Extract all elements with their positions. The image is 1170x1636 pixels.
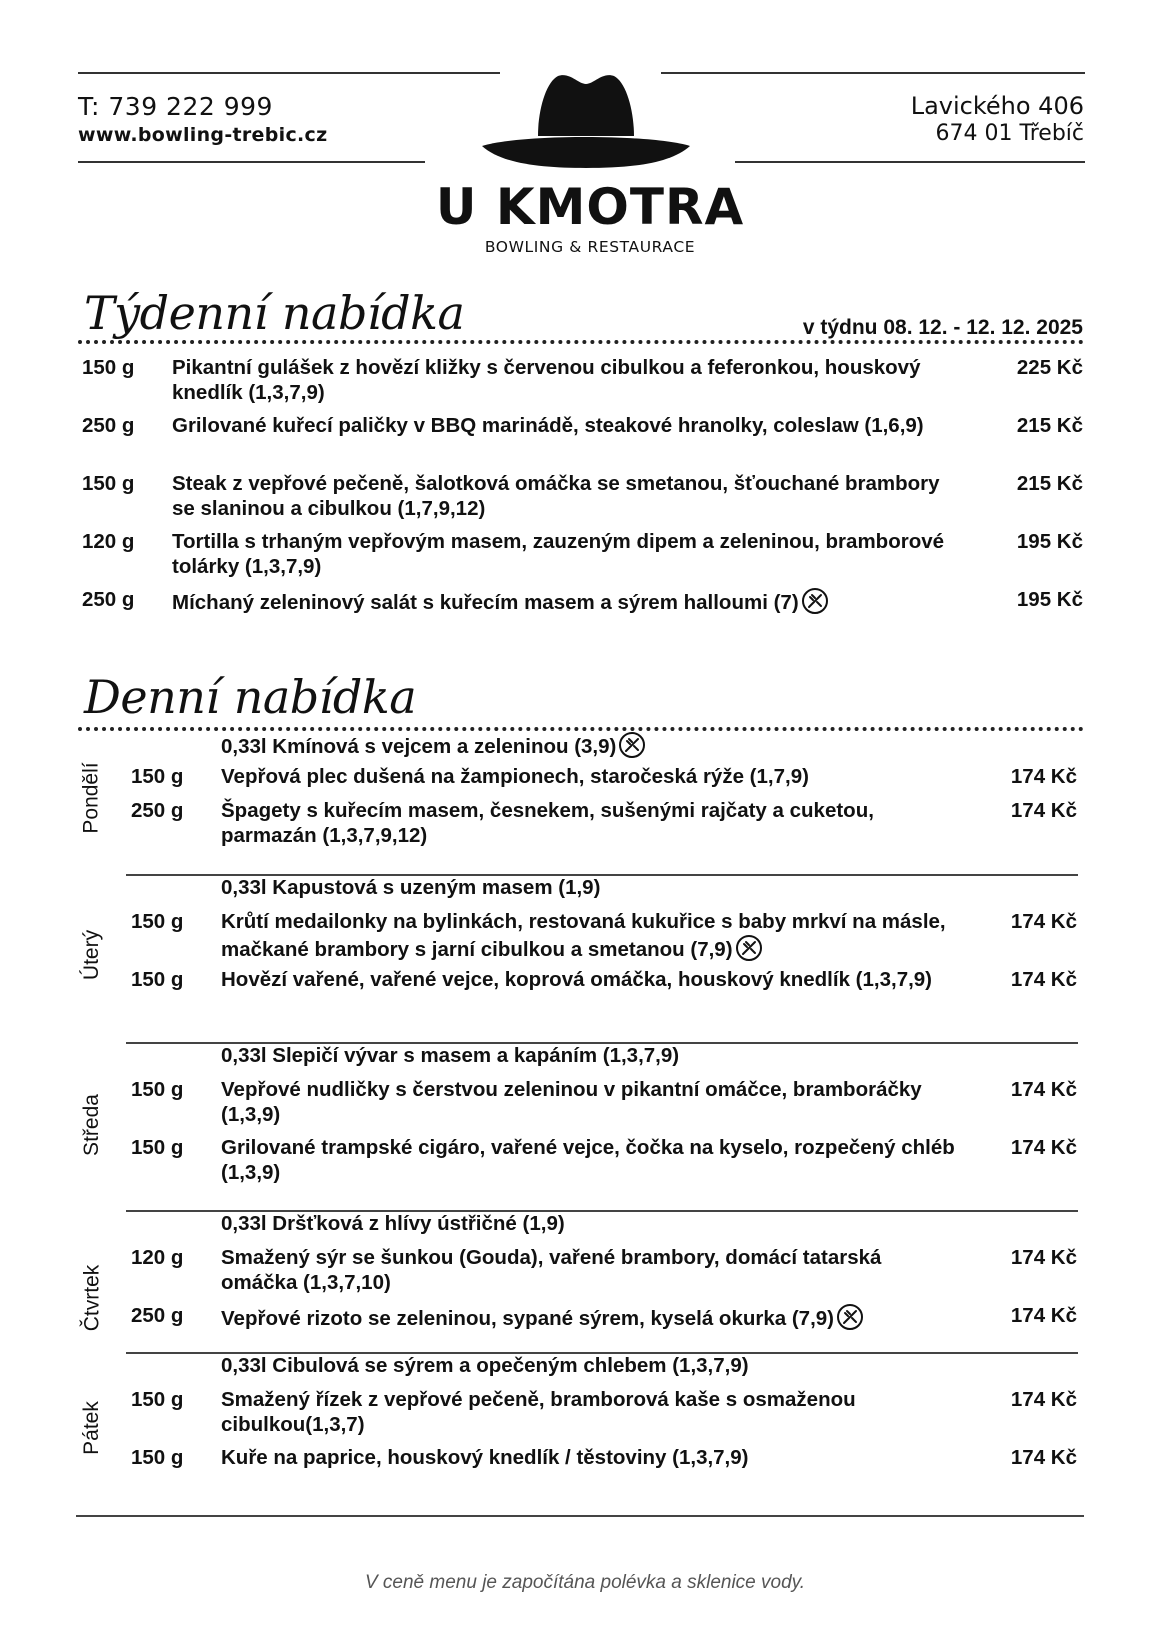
item-description bbox=[172, 413, 952, 438]
day-label bbox=[72, 757, 112, 839]
item-description bbox=[221, 967, 961, 992]
address-street: Lavického 406 bbox=[910, 92, 1084, 120]
item-weight: 150 g bbox=[131, 1136, 184, 1159]
item-weight: 250 g bbox=[131, 1304, 184, 1327]
soup-text: 0,33l Slepičí vývar s masem a kapáním (1,3,7,9) bbox=[221, 1044, 680, 1067]
item-weight: 120 g bbox=[82, 530, 135, 553]
day-label bbox=[72, 1090, 112, 1160]
item-description-text: Vepřová plec dušená na žampionech, staročeská rýže (1,7,9) bbox=[221, 765, 809, 788]
header-rule-bottom-left bbox=[78, 161, 425, 163]
item-price: 174 Kč bbox=[1010, 799, 1077, 822]
day-label-text: Pondělí bbox=[80, 762, 104, 834]
item-description bbox=[221, 1387, 961, 1437]
item-price: 174 Kč bbox=[1010, 968, 1077, 991]
item-weight: 250 g bbox=[82, 414, 135, 437]
item-description-text: Grilované kuřecí paličky v BBQ marinádě, steakové hranolky, coleslaw (1,6,9) bbox=[172, 414, 924, 437]
soup-of-day bbox=[221, 1212, 565, 1236]
item-description-text: Pikantní gulášek z hovězí kližky s červenou cibulkou a feferonkou, houskový knedlík (1,3,7,9) bbox=[172, 356, 921, 404]
item-description-text: Špagety s kuřecím masem, česnekem, sušenými rajčaty a cuketou, parmazán (1,3,7,9,12) bbox=[221, 799, 874, 847]
item-description bbox=[221, 909, 961, 968]
item-description-text: Smažený sýr se šunkou (Gouda), vařené brambory, domácí tatarská omáčka (1,3,7,10) bbox=[221, 1246, 882, 1294]
item-description bbox=[172, 587, 952, 621]
soup-of-day bbox=[221, 1354, 749, 1378]
item-weight: 250 g bbox=[82, 588, 135, 611]
weekly-dotted-divider bbox=[78, 340, 1084, 344]
soup-of-day bbox=[221, 876, 600, 900]
item-price: 225 Kč bbox=[1016, 356, 1083, 379]
item-description bbox=[172, 355, 952, 405]
item-description-text: Kuře na paprice, houskový knedlík / těstoviny (1,3,7,9) bbox=[221, 1446, 749, 1469]
day-label bbox=[72, 1257, 112, 1339]
item-description bbox=[221, 1303, 961, 1337]
item-description-text: Smažený řízek z vepřové pečeně, bramborová kaše s osmaženou cibulkou(1,3,7) bbox=[221, 1388, 856, 1436]
header-rule-bottom-right bbox=[735, 161, 1085, 163]
item-description-text: Vepřové nudličky s čerstvou zeleninou v pikantní omáčce, bramboráčky (1,3,9) bbox=[221, 1078, 922, 1126]
brand-name: U KMOTRA bbox=[435, 178, 745, 236]
day-label-text: Pátek bbox=[80, 1400, 104, 1455]
contact-phone: T: 739 222 999 bbox=[78, 92, 273, 121]
item-weight: 150 g bbox=[131, 968, 184, 991]
item-price: 174 Kč bbox=[1010, 1388, 1077, 1411]
soup-of-day bbox=[221, 731, 646, 765]
item-price: 195 Kč bbox=[1016, 530, 1083, 553]
no-bread-icon bbox=[618, 731, 646, 765]
day-label-text: Čtvrtek bbox=[80, 1264, 104, 1332]
item-description bbox=[221, 798, 961, 848]
soup-text: 0,33l Dršťková z hlívy ústřičné (1,9) bbox=[221, 1212, 565, 1235]
item-weight: 120 g bbox=[131, 1246, 184, 1269]
header-rule-top-left bbox=[78, 72, 500, 74]
item-price: 174 Kč bbox=[1010, 1446, 1077, 1469]
item-description-text: Míchaný zeleninový salát s kuřecím masem a sýrem halloumi (7) bbox=[172, 591, 799, 614]
item-description-text: Vepřové rizoto se zeleninou, sypané sýrem, kyselá okurka (7,9) bbox=[221, 1307, 834, 1330]
no-bread-icon bbox=[801, 587, 829, 621]
daily-bottom-rule bbox=[76, 1515, 1084, 1517]
soup-text: 0,33l Cibulová se sýrem a opečeným chlebem (1,3,7,9) bbox=[221, 1354, 749, 1377]
item-description bbox=[172, 471, 952, 521]
item-price: 195 Kč bbox=[1016, 588, 1083, 611]
item-description bbox=[221, 1245, 961, 1295]
footer-note: V ceně menu je započítána polévka a sklenice vody. bbox=[364, 1572, 806, 1593]
item-price: 174 Kč bbox=[1010, 1078, 1077, 1101]
contact-website[interactable]: www.bowling-trebic.cz bbox=[78, 124, 328, 146]
item-price: 174 Kč bbox=[1010, 1246, 1077, 1269]
address-city: 674 01 Třebíč bbox=[935, 121, 1084, 146]
day-label bbox=[72, 1395, 112, 1460]
item-weight: 150 g bbox=[131, 765, 184, 788]
item-weight: 150 g bbox=[82, 356, 135, 379]
hat-icon bbox=[480, 70, 692, 170]
item-price: 174 Kč bbox=[1010, 765, 1077, 788]
item-description-text: Tortilla s trhaným vepřovým masem, zauzeným dipem a zeleninou, bramborové tolárky (1,3,7,9) bbox=[172, 530, 945, 578]
item-weight: 250 g bbox=[131, 799, 184, 822]
item-description bbox=[221, 1445, 961, 1470]
item-description bbox=[221, 1077, 961, 1127]
item-price: 215 Kč bbox=[1016, 472, 1083, 495]
item-price: 174 Kč bbox=[1010, 1136, 1077, 1159]
weekly-date-range: v týdnu 08. 12. - 12. 12. 2025 bbox=[802, 316, 1083, 339]
item-price: 215 Kč bbox=[1016, 414, 1083, 437]
item-description bbox=[221, 764, 961, 789]
item-weight: 150 g bbox=[131, 910, 184, 933]
item-description-text: Grilované trampské cigáro, vařené vejce, čočka na kyselo, rozpečený chléb (1,3,9) bbox=[221, 1136, 955, 1184]
no-bread-icon bbox=[836, 1303, 864, 1337]
item-description bbox=[172, 529, 952, 579]
day-label-text: Úterý bbox=[80, 929, 103, 981]
weekly-title: Týdenní nabídka bbox=[84, 286, 465, 340]
item-description bbox=[221, 1135, 961, 1185]
item-price: 174 Kč bbox=[1010, 910, 1077, 933]
day-label-text: Středa bbox=[80, 1094, 103, 1156]
item-description-text: Hovězí vařené, vařené vejce, koprová omáčka, houskový knedlík (1,3,7,9) bbox=[221, 968, 933, 991]
header-rule-top-right bbox=[661, 72, 1085, 74]
brand-subtitle: BOWLING & RESTAURACE bbox=[484, 238, 696, 256]
item-price: 174 Kč bbox=[1010, 1304, 1077, 1327]
item-description-text: Krůtí medailonky na bylinkách, restovaná kukuřice s baby mrkví na másle, mačkané brambory s jarní cibulkou a smetanou (7,9) bbox=[221, 910, 946, 961]
soup-of-day bbox=[221, 1044, 679, 1068]
no-bread-icon bbox=[735, 934, 763, 968]
item-description-text: Steak z vepřové pečeně, šalotková omáčka se smetanou, šťouchané brambory se slaninou a cibulkou (1,7,9,12) bbox=[172, 472, 940, 520]
day-label bbox=[72, 920, 112, 990]
soup-text: 0,33l Kmínová s vejcem a zeleninou (3,9) bbox=[221, 735, 617, 758]
item-weight: 150 g bbox=[131, 1446, 184, 1469]
item-weight: 150 g bbox=[131, 1388, 184, 1411]
item-weight: 150 g bbox=[82, 472, 135, 495]
soup-text: 0,33l Kapustová s uzeným masem (1,9) bbox=[221, 876, 601, 899]
daily-title: Denní nabídka bbox=[84, 670, 417, 724]
item-weight: 150 g bbox=[131, 1078, 184, 1101]
